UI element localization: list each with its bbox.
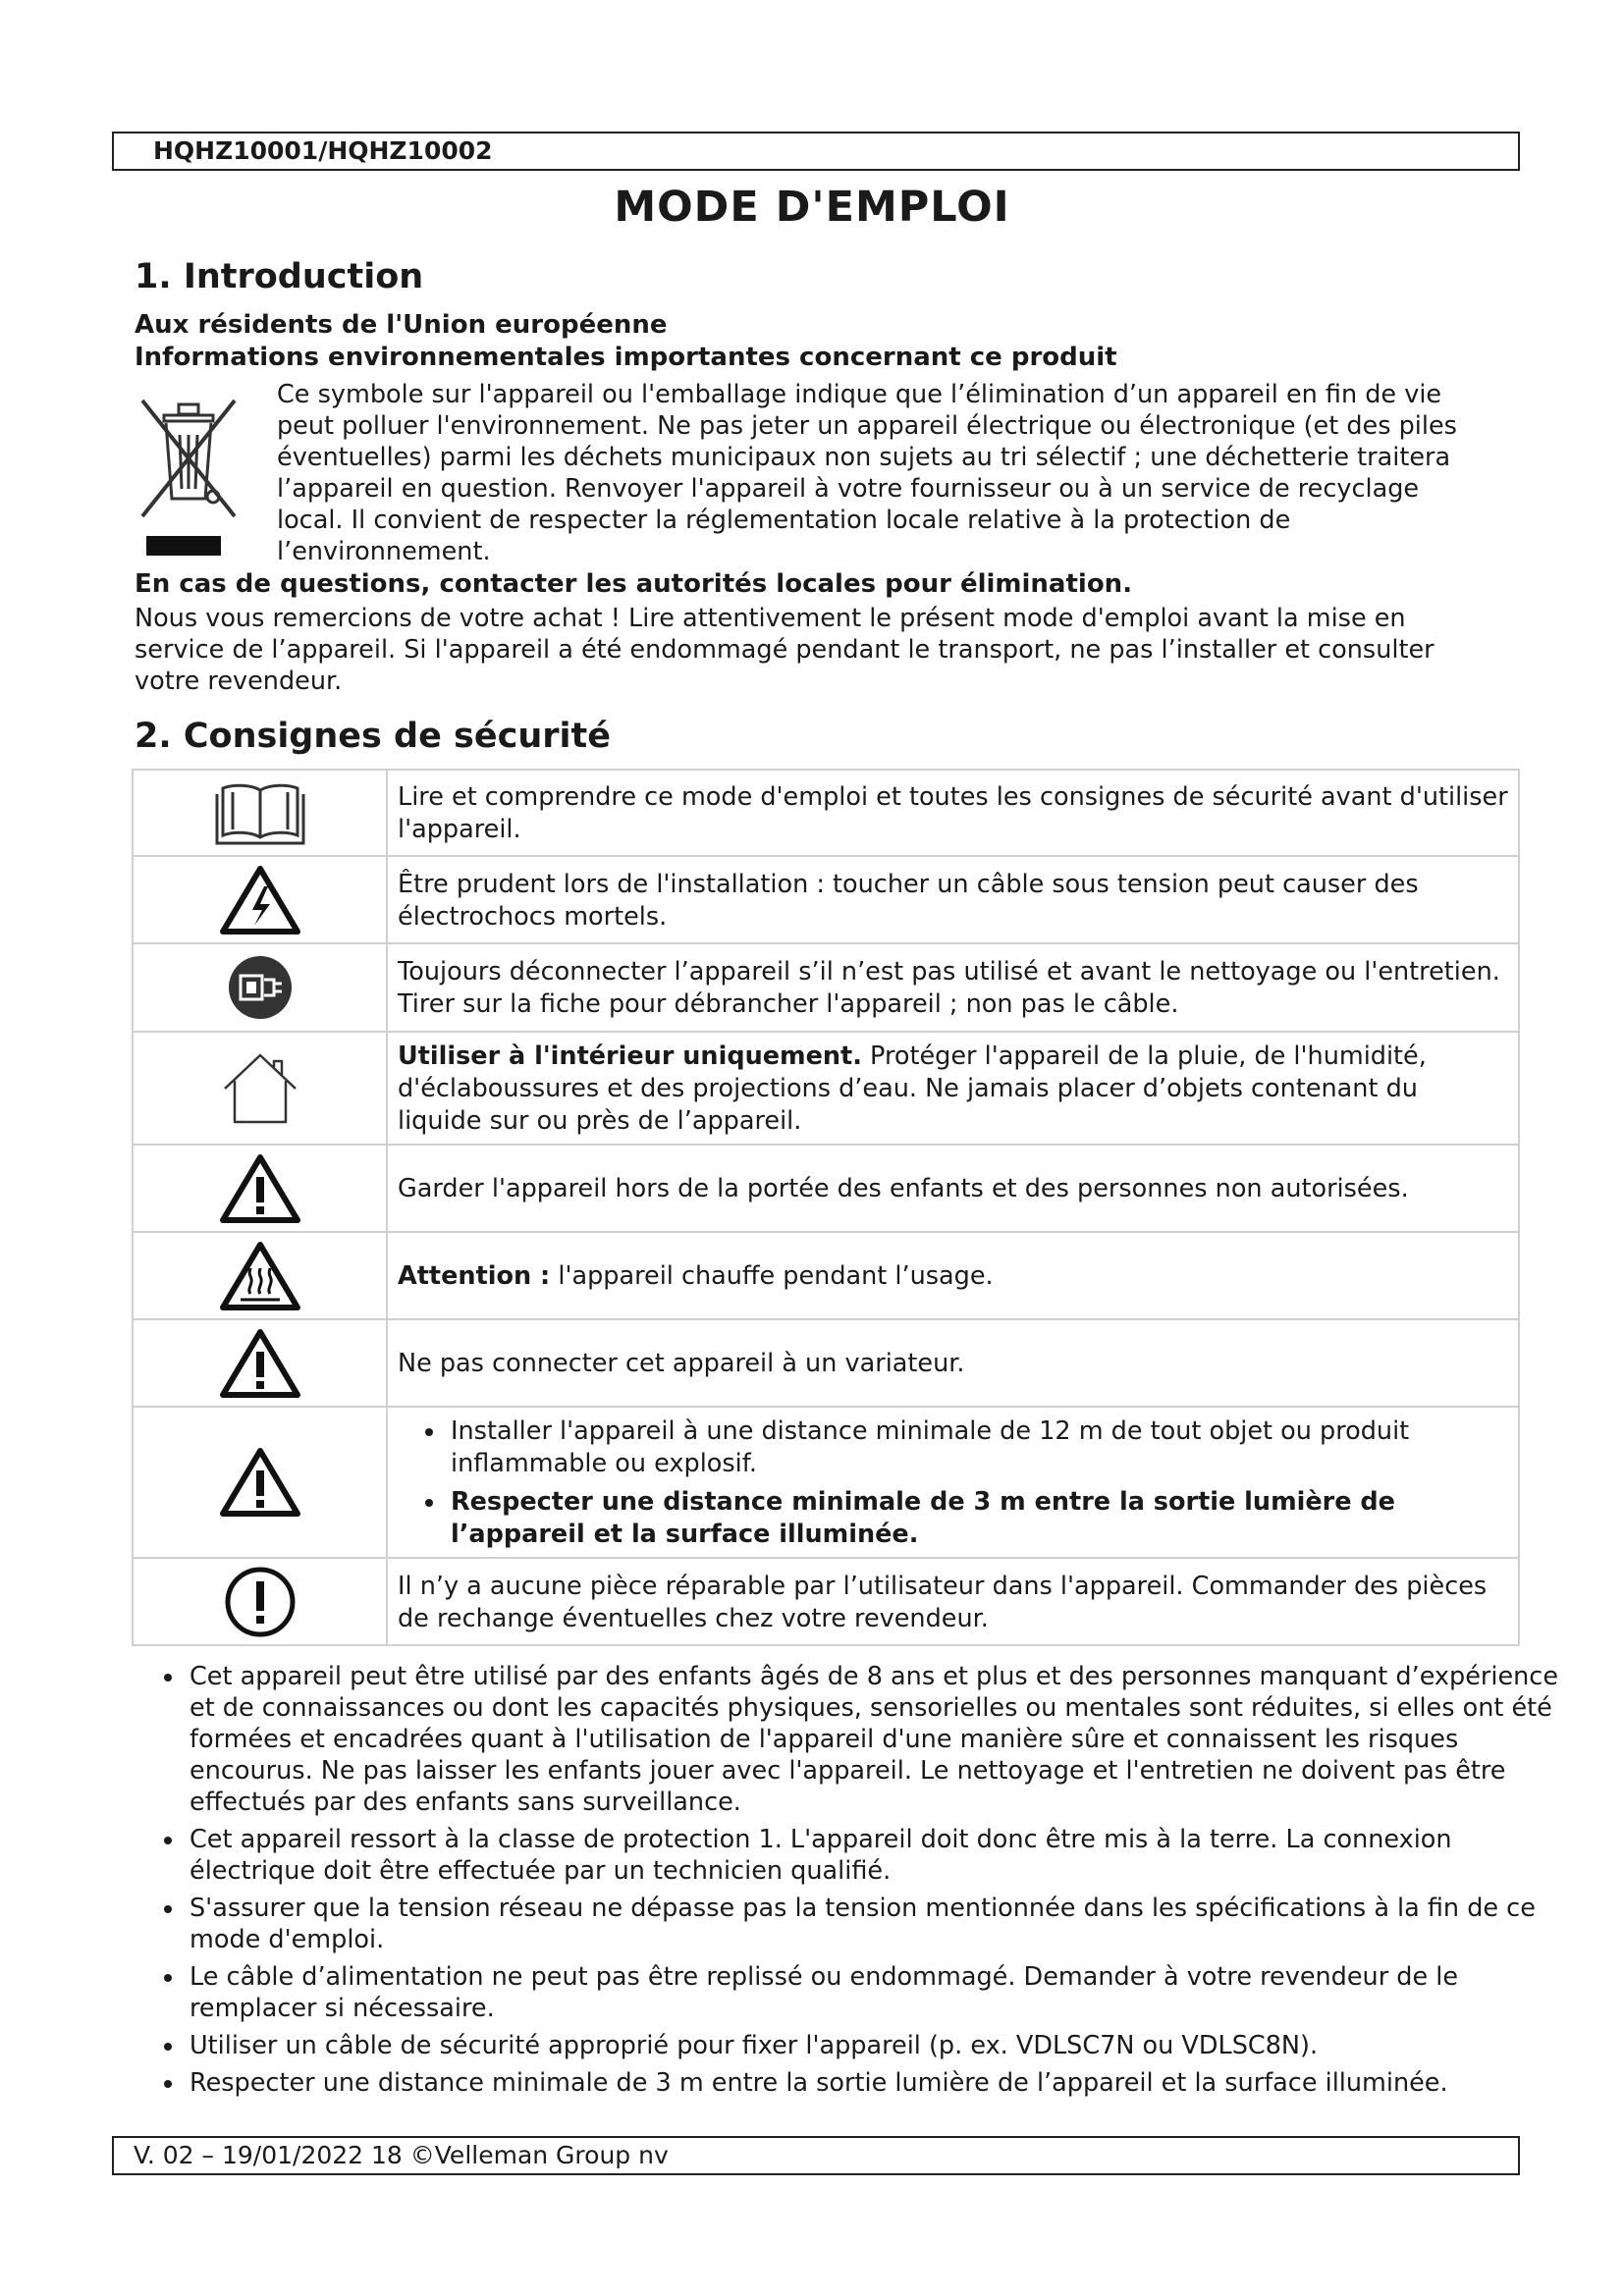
list-item: • Utiliser un câble de sécurité approprié pour fixer l'appareil (p. ex. VDLSC7N ou VDLSC8N). bbox=[186, 2030, 1574, 2061]
safety-row bbox=[133, 1232, 1519, 1319]
disconnect-plug-icon bbox=[227, 954, 294, 1021]
safety-bullet-list bbox=[132, 1661, 1574, 2105]
list-item: • Cet appareil ressort à la classe de protection 1. L'appareil doit donc être mis à la terre. La connexion électrique doit être effectuée par un technicien qualifié. bbox=[186, 1824, 1574, 1887]
safety-row bbox=[133, 943, 1519, 1032]
safety-row bbox=[133, 1145, 1519, 1232]
weee-line: l’environnement. bbox=[277, 537, 491, 566]
list-item: • Le câble d’alimentation ne peut pas être replissé ou endommagé. Demander à votre revendeur de le remplacer si nécessaire. bbox=[186, 1961, 1574, 2024]
safety-text: Ne pas connecter cet appareil à un variateur. bbox=[387, 1319, 1519, 1407]
list-item: • S'assurer que la tension réseau ne dépasse pas la tension mentionnée dans les spécifications à la fin de ce mode d'emploi. bbox=[186, 1893, 1574, 1955]
footer-text: V. 02 – 19/01/2022 18 ©Velleman Group nv bbox=[134, 2141, 669, 2169]
section-heading-safety: 2. Consignes de sécurité bbox=[135, 717, 611, 756]
safety-row bbox=[133, 770, 1519, 856]
eu-residents-heading: Aux résidents de l'Union européenne bbox=[135, 310, 668, 340]
weee-line: peut polluer l'environnement. Ne pas jeter un appareil électrique ou électronique (et des piles bbox=[277, 411, 1457, 441]
general-warning-icon bbox=[219, 1447, 301, 1518]
document-footer bbox=[112, 2136, 1520, 2175]
section-heading-introduction: 1. Introduction bbox=[135, 257, 424, 296]
thanks-paragraph bbox=[135, 603, 1435, 697]
safety-row bbox=[133, 1032, 1519, 1145]
safety-text-distance bbox=[387, 1407, 1519, 1558]
safety-bullet-bold: • Respecter une distance minimale de 3 m entre la sortie lumière de l’appareil et la surface illuminée. bbox=[447, 1486, 1508, 1551]
thanks-line: votre revendeur. bbox=[135, 667, 343, 696]
electric-shock-warning-icon bbox=[219, 865, 301, 935]
environment-info-heading: Informations environnementales importantes concernant ce produit bbox=[135, 343, 1117, 372]
thanks-line: service de l’appareil. Si l'appareil a été endommagé pendant le transport, ne pas l’installer et consulter bbox=[135, 635, 1435, 665]
page-title: MODE D'EMPLOI bbox=[614, 183, 1010, 232]
safety-text: Toujours déconnecter l’appareil s’il n’est pas utilisé et avant le nettoyage ou l'entretien. Tirer sur la fiche pour débrancher l'appareil ; non pas le câble. bbox=[387, 943, 1519, 1032]
safety-text-indoor bbox=[387, 1032, 1519, 1145]
safety-text-bold: Attention : bbox=[398, 1261, 551, 1291]
weee-line: l’appareil en question. Renvoyer l'appareil à votre fournisseur ou à un service de recyclage bbox=[277, 474, 1420, 504]
safety-text: Être prudent lors de l'installation : toucher un câble sous tension peut causer des électrochocs mortels. bbox=[387, 856, 1519, 943]
safety-text: Garder l'appareil hors de la portée des enfants et des personnes non autorisées. bbox=[387, 1145, 1519, 1232]
safety-text-caution bbox=[387, 1232, 1519, 1319]
safety-row bbox=[133, 1319, 1519, 1407]
weee-line: local. Il convient de respecter la réglementation locale relative à la protection de bbox=[277, 506, 1291, 535]
model-number: HQHZ10001/HQHZ10002 bbox=[153, 136, 493, 165]
weee-line: Ce symbole sur l'appareil ou l'emballage indique que l’élimination d’un appareil en fin de vie bbox=[277, 380, 1442, 409]
weee-line: éventuelles) parmi les déchets municipaux non sujets au tri sélectif ; une déchetterie traitera bbox=[277, 443, 1451, 472]
safety-text: Lire et comprendre ce mode d'emploi et toutes les consignes de sécurité avant d'utiliser l'appareil. bbox=[387, 770, 1519, 856]
general-warning-icon bbox=[219, 1153, 301, 1224]
safety-bullet: • Installer l'appareil à une distance minimale de 12 m de tout objet ou produit inflammable ou explosif. bbox=[447, 1415, 1508, 1480]
weee-text-block bbox=[277, 379, 1457, 567]
weee-crossed-bin-icon bbox=[135, 391, 243, 562]
safety-text-bold: Utiliser à l'intérieur uniquement. bbox=[398, 1041, 862, 1071]
safety-text: Il n’y a aucune pièce réparable par l’utilisateur dans l'appareil. Commander des pièces de rechange éventuelles chez votre revendeur. bbox=[387, 1558, 1519, 1645]
indoor-house-icon bbox=[221, 1051, 299, 1126]
safety-row bbox=[133, 1407, 1519, 1558]
list-item: • Cet appareil peut être utilisé par des enfants âgés de 8 ans et plus et des personnes manquant d’expérience et de connaissances ou dont les capacités physiques, sensorielles ou mentales sont réduites, si elles ont été formées et encadrées quant à l'utilisation de l'appareil d'une manière sûre et connaissent les risques encourus. Ne pas laisser les enfants jouer avec l'appareil. Le nettoyage et l'entretien ne doivent pas être effectués par des enfants sans surveillance. bbox=[186, 1661, 1574, 1818]
safety-text: l'appareil chauffe pendant l’usage. bbox=[550, 1261, 994, 1291]
safety-row bbox=[133, 1558, 1519, 1645]
safety-text: Protéger l'appareil de la pluie, de l'humidité, d'éclaboussures et des projections d’eau. Ne jamais placer d’objets contenant du liquide sur ou près de l’appareil. bbox=[398, 1041, 1427, 1136]
general-warning-icon bbox=[219, 1328, 301, 1399]
document-header bbox=[112, 132, 1520, 171]
hot-surface-warning-icon bbox=[219, 1241, 301, 1311]
exclamation-circle-icon bbox=[224, 1566, 297, 1638]
manual-book-icon bbox=[211, 778, 309, 847]
questions-line: En cas de questions, contacter les autorités locales pour élimination. bbox=[135, 569, 1133, 599]
list-item: • Respecter une distance minimale de 3 m entre la sortie lumière de l’appareil et la surface illuminée. bbox=[186, 2067, 1574, 2099]
safety-row bbox=[133, 856, 1519, 943]
thanks-line: Nous vous remercions de votre achat ! Lire attentivement le présent mode d'emploi avant la mise en bbox=[135, 604, 1406, 633]
safety-table bbox=[132, 769, 1520, 1646]
